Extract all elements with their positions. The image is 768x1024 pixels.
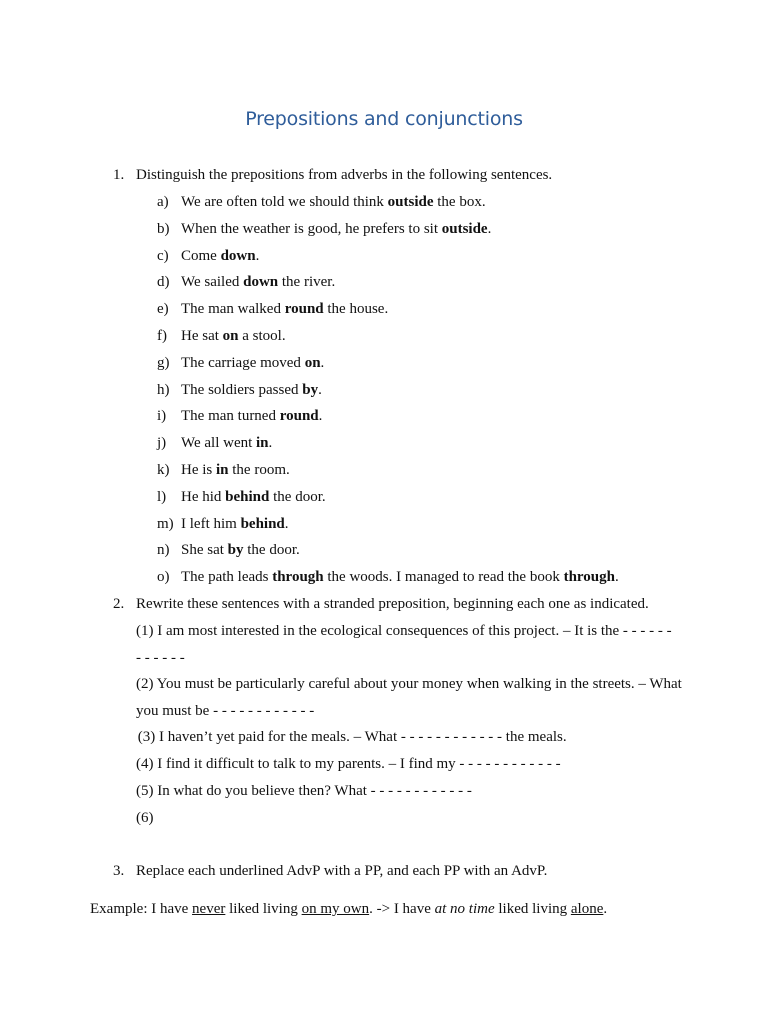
q1-item-letter: h) [157, 382, 170, 398]
q2-line-3: (2) You must be particularly careful about your money when walking in the streets. – What [136, 676, 682, 692]
q1-item-keyword: through [563, 569, 615, 585]
q1-item-sentence [181, 300, 388, 318]
example-text-1: Example: I have [90, 901, 193, 917]
q1-item-text: a stool. [238, 328, 286, 344]
q1-item-letter: l) [157, 489, 167, 505]
q1-item-keyword: on [222, 328, 239, 344]
q1-item-text: . [255, 248, 260, 264]
q1-item-text: the river. [278, 274, 336, 290]
q1-item-letter: i) [157, 408, 167, 424]
q1-item-text: . [487, 221, 492, 237]
q1-item-text: When the weather is good, he prefers to sit [181, 221, 442, 237]
question-1-prompt: Distinguish the prepositions from adverbs in the following sentences. [136, 167, 553, 183]
q1-item-text: The man turned [181, 408, 280, 424]
q2-line-1: (1) I am most interested in the ecological consequences of this project. – It is the - - - - - - [136, 623, 672, 639]
q1-item-text: . [268, 435, 273, 451]
q1-item-letter: o) [157, 569, 170, 585]
q1-item-letter: n) [157, 542, 170, 558]
q2-line-4: you must be - - - - - - - - - - - - [136, 703, 315, 719]
q1-item-sentence [181, 247, 259, 265]
q1-item-keyword: outside [441, 221, 488, 237]
q1-item-text: the house. [323, 301, 389, 317]
q1-item-sentence [181, 354, 324, 372]
q2-line-6: (4) I find it difficult to talk to my parents. – I find my - - - - - - - - - - - - [136, 756, 561, 772]
q1-item-letter: b) [157, 221, 170, 237]
q1-item-text: The man walked [181, 301, 285, 317]
q1-item-keyword: down [243, 274, 279, 290]
example-text-2: liked living [225, 901, 302, 917]
q1-item-text: He sat [181, 328, 223, 344]
question-1-number: 1. [113, 167, 125, 183]
q2-line-7: (5) In what do you believe then? What - - - - - - - - - - - - [136, 783, 472, 799]
q1-item-sentence [181, 488, 326, 506]
q1-item-sentence [181, 327, 286, 345]
q1-item-text: The soldiers passed [181, 382, 303, 398]
example-underlined-on-my-own: on my own [301, 901, 370, 917]
q1-item-sentence [181, 515, 289, 533]
page-title: Prepositions and conjunctions [245, 108, 523, 130]
q1-item-sentence [181, 193, 486, 211]
q1-item-letter: k) [157, 462, 170, 478]
q1-item-sentence [181, 434, 272, 452]
q1-item-text: The carriage moved [181, 355, 305, 371]
q1-item-letter: e) [157, 301, 169, 317]
q1-item-text: the door. [269, 489, 326, 505]
question-3-number: 3. [113, 863, 125, 879]
q1-item-keyword: through [272, 569, 324, 585]
q1-item-text: The path leads [181, 569, 273, 585]
question-2-number: 2. [113, 596, 125, 612]
q1-item-text: . [318, 382, 322, 398]
q1-item-keyword: by [227, 542, 244, 558]
q1-item-text: We sailed [181, 274, 244, 290]
q1-item-letter: m) [157, 516, 174, 532]
q1-item-letter: f) [157, 328, 167, 344]
example-text-5: . [603, 901, 608, 917]
q1-item-keyword: round [284, 301, 324, 317]
q1-item-sentence [181, 220, 491, 238]
example-text-4: liked living [494, 901, 571, 917]
q1-item-keyword: round [279, 408, 319, 424]
q1-item-keyword: behind [225, 489, 270, 505]
q1-item-text: the door. [243, 542, 300, 558]
q1-item-text: We all went [181, 435, 257, 451]
q1-item-text: . [615, 569, 619, 585]
q1-item-sentence [181, 568, 619, 586]
q1-item-text: He is [181, 462, 216, 478]
example-underlined-alone: alone [570, 901, 604, 917]
q1-item-text: the room. [228, 462, 290, 478]
q1-item-keyword: in [216, 462, 229, 478]
question-2-prompt: Rewrite these sentences with a stranded preposition, beginning each one as indicated. [136, 596, 649, 612]
q1-item-text: . [320, 355, 325, 371]
q1-item-sentence [181, 541, 300, 559]
q1-item-sentence [181, 381, 322, 399]
q1-item-sentence [181, 273, 335, 291]
q1-item-letter: g) [157, 355, 170, 371]
example-underlined-never: never [192, 901, 226, 917]
q1-item-keyword: in [256, 435, 269, 451]
q1-item-letter: d) [157, 274, 170, 290]
q1-item-keyword: behind [240, 516, 285, 532]
q1-item-keyword: down [220, 248, 256, 264]
question-3-prompt: Replace each underlined AdvP with a PP, and each PP with an AdvP. [136, 863, 548, 879]
q1-item-keyword: outside [387, 194, 434, 210]
q1-item-text: Come [181, 248, 221, 264]
q1-item-text: . [284, 516, 289, 532]
example-italic-at-no-time: at no time [434, 901, 495, 917]
q1-item-text: the box. [433, 194, 486, 210]
q1-item-text: He hid [181, 489, 226, 505]
example-line [90, 900, 607, 918]
q1-item-sentence [181, 407, 322, 425]
q2-line-5: (3) I haven’t yet paid for the meals. – What - - - - - - - - - - - - the meals. [134, 729, 567, 745]
q2-line-2: - - - - - - [136, 650, 185, 666]
q1-item-keyword: by [302, 382, 319, 398]
q1-item-text: I left him [181, 516, 241, 532]
q2-line-8: (6) [136, 810, 154, 826]
q1-item-keyword: on [304, 355, 321, 371]
q1-item-text: She sat [181, 542, 228, 558]
q1-item-letter: c) [157, 248, 169, 264]
example-text-3: . -> I have [369, 901, 435, 917]
q1-item-text: We are often told we should think [181, 194, 388, 210]
q1-item-text: the woods. I managed to read the book [323, 569, 564, 585]
q1-item-letter: j) [157, 435, 167, 451]
q1-item-text: . [318, 408, 323, 424]
q1-item-letter: a) [157, 194, 169, 210]
q1-item-sentence [181, 461, 290, 479]
